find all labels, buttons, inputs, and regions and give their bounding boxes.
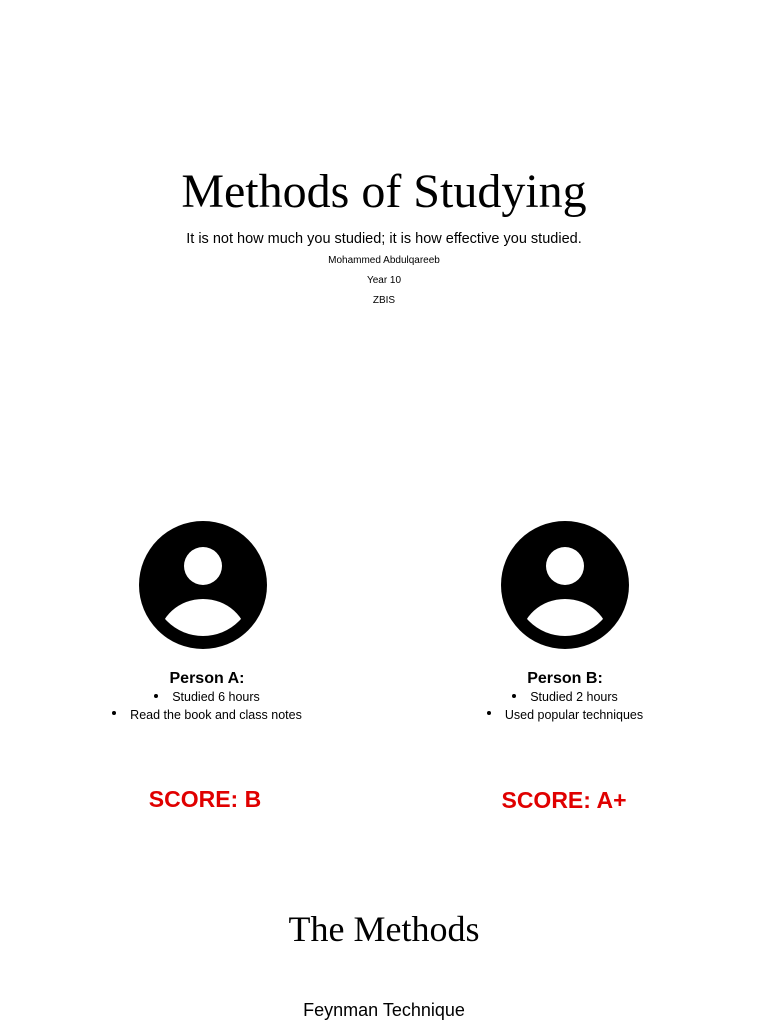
person-a-score: SCORE: B xyxy=(148,786,262,812)
user-avatar-icon xyxy=(501,521,629,649)
bullet-icon xyxy=(154,694,158,698)
list-item: Studied 6 hours xyxy=(57,689,357,707)
list-item: Studied 2 hours xyxy=(415,689,715,707)
person-b-details xyxy=(415,689,715,724)
method-title: Feynman Technique xyxy=(303,1000,465,1020)
school-name: ZBIS xyxy=(372,295,396,306)
page-subtitle: It is not how much you studied; it is how effective you studied. xyxy=(186,231,582,247)
bullet-icon xyxy=(512,694,516,698)
author-name: Mohammed Abdulqareeb xyxy=(328,255,440,266)
user-avatar-icon xyxy=(139,521,267,649)
bullet-icon xyxy=(112,711,116,715)
year-group: Year 10 xyxy=(366,275,402,286)
person-b-label: Person B: xyxy=(527,670,603,687)
person-b-score: SCORE: A+ xyxy=(501,787,627,813)
list-item: Used popular techniques xyxy=(415,707,715,725)
list-item: Read the book and class notes xyxy=(57,707,357,725)
page-title: Methods of Studying xyxy=(181,165,587,218)
section-title: The Methods xyxy=(288,909,480,949)
person-a-details xyxy=(57,689,357,724)
bullet-icon xyxy=(487,711,491,715)
person-a-label: Person A: xyxy=(169,670,245,687)
